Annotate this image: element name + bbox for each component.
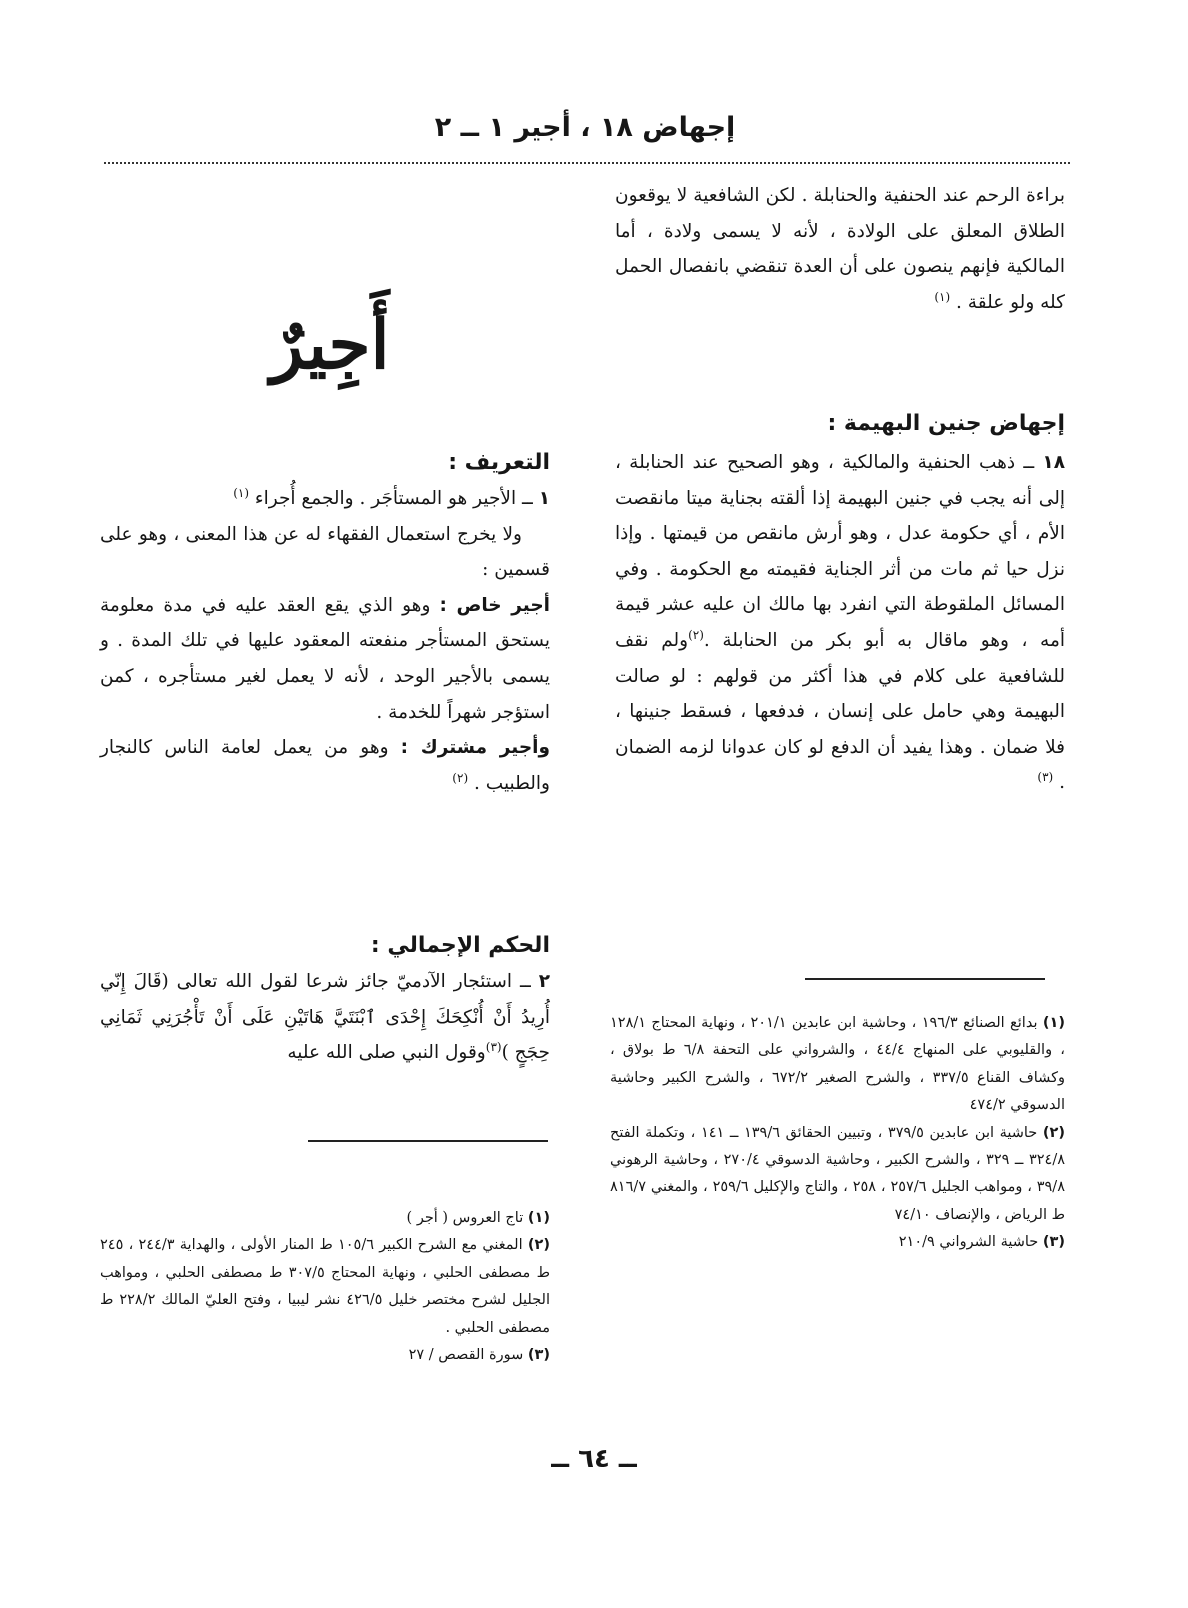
footnote-ref[interactable]: (١)	[934, 289, 951, 304]
ruling-heading: الحكم الإجمالي :	[370, 933, 550, 958]
paragraph-text: ولم نقف للشافعية على كلام في هذا أكثر من قولهم : لو صالت البهيمة وهي حامل على إنسان ، فدفعها ، فسقط جنينها ، فلا ضمان . وهذا يفيد أن الدفع لو كان عدوانا لزمه الضمان .	[615, 629, 1065, 794]
footnote-text: حاشية ابن عابدين ٣٧٩/٥ ، وتبيين الحقائق ١٣٩/٦ ــ ١٤١ ، وتكملة الفتح ٣٢٤/٨ ــ ٣٢٩ ، والشرح الكبير ، وحاشية الدسوقي ٢٧٠/٤ ، وحاشية الرهوني ٣٩/٨ ، ومواهب الجليل ٢٥٧/٦ ، ٢٥٨ ، والتاج والإكليل ٢٥٩/٦ ، والمغني ٨١٦/٧ ط الرياض ، والإنصاف ٧٤/١٠	[610, 1124, 1065, 1223]
footnote-ref[interactable]: (٣)	[1037, 770, 1054, 785]
footnote-mark: (١)	[527, 1210, 550, 1226]
footnote-text: حاشية الشرواني ٢١٠/٩	[898, 1234, 1039, 1251]
footnote-item	[100, 1205, 550, 1232]
footnote-item	[100, 1342, 550, 1369]
footnote-ref[interactable]: (٢)	[688, 627, 704, 642]
paragraph-number: ٢	[538, 971, 550, 992]
footnote-ref[interactable]: (٣)	[485, 1040, 502, 1055]
common-hire-text: وهو من يعمل لعامة الناس كالنجار والطبيب .	[100, 737, 550, 794]
footnote-item	[610, 1120, 1065, 1230]
footnote-item	[100, 1232, 550, 1342]
left-footnotes	[100, 1205, 550, 1369]
footnote-item	[610, 1010, 1065, 1120]
paragraph-text: ــ ذهب الحنفية والمالكية ، وهو الصحيح عند الحنابلة ، إلى أنه يجب في جنين البهيمة إذا ألقته بجناية ميتا مانقصت الأم ، أي حكومة عدل ، وهو أرش مانقص من قيمتها . وإذا نزل حيا ثم مات من أثر الجناية فقيمته مع الحكومة . وفي المسائل الملقوطة التي انفرد بها مالك ان عليه عشر قيمة أمه ، وهو ماقال به أبو بكر من الحنابلة .	[615, 452, 1065, 651]
right-column	[615, 178, 1065, 320]
intro-paragraph	[615, 178, 1065, 320]
footnote-mark: (٢)	[1042, 1124, 1065, 1141]
special-hire-paragraph	[100, 588, 550, 730]
footnote-text: المغني مع الشرح الكبير ١٠٥/٦ ط المنار الأولى ، والهداية ٢٤٤/٣ ، ٢٤٥ ط مصطفى الحلبي ، ونهاية المحتاج ٣٠٧/٥ ط مصطفى الحلبي ، ومواهب الجليل لشرح مختصر خليل ٤٢٦/٥ نشر ليبيا ، وفتح العليّ المالك ٢٢٨/٢ ط مصطفى الحلبي .	[100, 1237, 550, 1336]
paragraph-1-continued: ولا يخرج استعمال الفقهاء له عن هذا المعنى ، وهو على قسمين :	[100, 523, 550, 581]
page-number: ــ ٦٤ ــ	[551, 1444, 637, 1474]
paragraph-text: وقول النبي صلى الله عليه	[287, 1042, 486, 1064]
footnote-item	[610, 1229, 1065, 1256]
paragraph-text: ــ استئجار الآدميّ جائز شرعا لقول الله تعالى (قَالَ إِنّي أُرِيدُ أَنْ أُنْكِحَكَ إِحْدَى ٱبْنَتَيَّ هَاتَيْنِ عَلَى أَنْ تَأْجُرَنِي ثَمَانِي حِجَجٍ )	[100, 971, 550, 1064]
entry-title: أَجِيرٌ	[270, 305, 390, 385]
paragraph-number: ١	[538, 488, 550, 509]
paragraph-1	[100, 481, 550, 517]
footnote-divider	[308, 1140, 548, 1142]
common-hire-term: وأجير مشترك :	[400, 737, 550, 759]
paragraph-2	[100, 964, 550, 1071]
definition-heading: التعريف :	[448, 450, 550, 475]
footnote-mark: (١)	[1042, 1015, 1065, 1031]
running-head: إجهاض ١٨ ، أجير ١ ــ ٢	[434, 112, 736, 143]
section-heading: إجهاض جنين البهيمة :	[827, 411, 1065, 436]
section-heading-block	[615, 406, 1065, 442]
common-hire-paragraph	[100, 730, 550, 801]
footnote-ref[interactable]: (٢)	[452, 770, 469, 785]
special-hire-term: أجير خاص :	[439, 594, 551, 616]
footnote-mark: (٣)	[527, 1347, 550, 1364]
footnote-text: سورة القصص / ٢٧	[408, 1347, 524, 1364]
right-footnotes	[610, 1010, 1065, 1257]
footnote-divider	[805, 978, 1045, 980]
ruling-block	[100, 928, 550, 1071]
intro-text: براءة الرحم عند الحنفية والحنابلة . لكن الشافعية لا يوقعون الطلاق المعلق على الولادة ، لأنه لا يسمى ولادة ، أما المالكية فإنهم ينصون على أن العدة تنقضي بانفصال الحمل كله ولو علقة .	[615, 185, 1065, 313]
paragraph-text: ــ الأجير هو المستأجَر . والجمع أُجراء	[254, 488, 539, 509]
footnote-text: بدائع الصنائع ١٩٦/٣ ، وحاشية ابن عابدين ٢٠١/١ ، ونهاية المحتاج ١٢٨/١ ، والقليوبي على المنهاج ٤٤/٤ ، والشرواني على التحفة ٦/٨ ط بولاق ، وكشاف القناع ٣٣٧/٥ ، والشرح الصغير ٦٧٢/٢ ، والشرح الكبير وحاشية الدسوقي ٤٧٤/٢	[610, 1015, 1065, 1114]
footnote-text: تاج العروس ( أجر )	[406, 1210, 524, 1226]
footnote-mark: (٣)	[1042, 1234, 1065, 1251]
special-hire-text: وهو الذي يقع العقد عليه في مدة معلومة يستحق المستأجر منفعته المعقود عليها في تلك المدة . و يسمى بالأجير الوحد ، لأنه لا يعمل لغير مستأجره ، كمن استؤجر شهراً للخدمة .	[100, 594, 550, 723]
definition-block	[100, 445, 550, 801]
header-divider	[104, 162, 1070, 164]
footnote-ref[interactable]: (١)	[233, 485, 250, 500]
paragraph-number: ١٨	[1042, 452, 1065, 473]
paragraph-18	[615, 445, 1065, 801]
footnote-mark: (٢)	[527, 1237, 551, 1254]
